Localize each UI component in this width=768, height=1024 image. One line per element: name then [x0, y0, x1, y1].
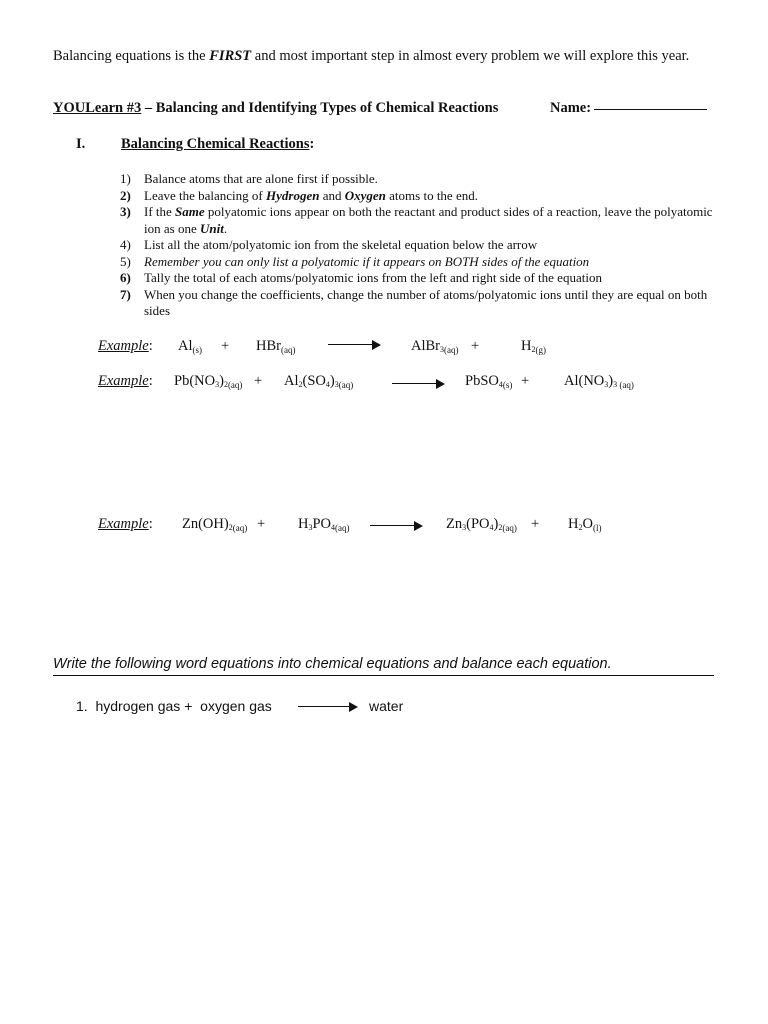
name-label: Name: — [550, 100, 592, 116]
example-3-plus-2: + — [531, 516, 540, 532]
example-1-reactant-2: HBr$_{(aq)}$ — [256, 338, 296, 355]
title-text: – Balancing and Identifying Types of Chemical Reactions — [141, 100, 499, 116]
question-number: 1. — [76, 698, 88, 714]
rule-text: Remember you can only list a polyatomic if it appears on BOTH sides of the equation — [144, 253, 590, 269]
example-3-product-1: $Zn_3(PO_4)_{2(aq)}$ — [446, 516, 517, 533]
rule-text: Leave the balancing of Hydrogen and Oxygen atoms to the end. — [144, 187, 478, 203]
rule-number: 2) — [120, 187, 131, 203]
intro-text-end: and most important step in almost every problem we will explore this year. — [251, 48, 690, 64]
example-1-reactant-1: $Al_{(s)}$ — [178, 338, 202, 355]
intro-paragraph — [53, 47, 713, 65]
example-2-reactant-1: $Pb(NO_3)_{2(aq)}$ — [174, 373, 243, 390]
q1-reactant-2: oxygen gas — [200, 698, 272, 714]
rule-item — [120, 188, 720, 205]
rule-item — [120, 270, 720, 287]
rule-item — [120, 171, 720, 188]
example-1-arrow-icon — [328, 340, 381, 350]
q1-reactant-1: hydrogen gas — [95, 698, 181, 714]
example-2-label: Example: — [98, 373, 153, 389]
example-2-product-1: PbSO$_{4(s)}$ — [465, 373, 513, 390]
rule-item — [120, 204, 720, 237]
rule-number: 7) — [120, 286, 131, 302]
title-code: YOULearn #3 — [53, 100, 142, 116]
example-2-reactant-2: $Al_2(SO_4)_{3(aq)}$ — [284, 373, 354, 390]
section-title — [121, 136, 314, 153]
rule-number: 1) — [120, 171, 131, 186]
worksheet-title — [53, 100, 718, 120]
example-2-plus: + — [254, 373, 263, 389]
rule-text: List all the atom/polyatomic ion from the skeletal equation below the arrow — [144, 237, 538, 252]
rule-number: 6) — [120, 270, 131, 285]
intro-text-start: Balancing equations is the — [53, 48, 210, 64]
word-equations-heading: Write the following word equations into chemical equations and balance each equation. — [53, 656, 714, 676]
rule-number: 5) — [120, 253, 131, 269]
rule-item — [120, 287, 720, 320]
example-1-product-2: $H_{2(g)}$ — [521, 338, 546, 355]
rule-text: Tally the total of each atoms/polyatomic ions from the left and right side of the equation — [144, 270, 602, 285]
example-1-plus: + — [221, 338, 230, 354]
example-1-label: Example: — [98, 338, 153, 354]
rule-item — [120, 237, 720, 254]
example-2-product-2: $Al(NO_3)_3$ $_{(aq)}$ — [564, 373, 634, 390]
q1-arrow-icon — [298, 702, 358, 712]
rule-number: 3) — [120, 204, 131, 219]
rule-text: When you change the coefficients, change the number of atoms/polyatomic ions until they are equal on both sides — [144, 286, 708, 318]
example-3-reactant-1: $Zn(OH)_{2(aq)}$ — [182, 516, 248, 533]
rule-text: Balance atoms that are alone first if possible. — [144, 171, 378, 186]
rule-text: If the Same polyatomic ions appear on both the reactant and product sides of a reaction, leave the polyatomic ion as one Unit. — [144, 204, 713, 236]
example-1-product-1: AlBr$_{3(aq)}$ — [411, 338, 459, 355]
section-number: I. — [76, 136, 86, 152]
section-title-colon: : — [309, 136, 315, 152]
example-1-plus-2: + — [471, 338, 480, 354]
example-3-reactant-2: $H_3PO_{4(aq)}$ — [298, 516, 350, 533]
name-field[interactable] — [550, 100, 707, 117]
example-2-plus-2: + — [521, 373, 530, 389]
intro-emphasis: FIRST — [209, 48, 252, 64]
balancing-rules-list — [120, 171, 720, 320]
rule-item — [120, 254, 720, 271]
example-3-product-2: $H_2O_{(l)}$ — [568, 516, 602, 533]
name-blank-line[interactable] — [594, 109, 707, 110]
q1-product: water — [369, 698, 404, 714]
q1-plus: + — [184, 698, 193, 714]
question-1 — [76, 698, 272, 714]
example-3-arrow-icon — [370, 521, 423, 531]
section-title-text: Balancing Chemical Reactions — [121, 136, 310, 152]
example-2-arrow-icon — [392, 379, 445, 389]
rule-number: 4) — [120, 237, 131, 252]
example-3-plus: + — [257, 516, 266, 532]
example-3-label: Example: — [98, 516, 153, 532]
